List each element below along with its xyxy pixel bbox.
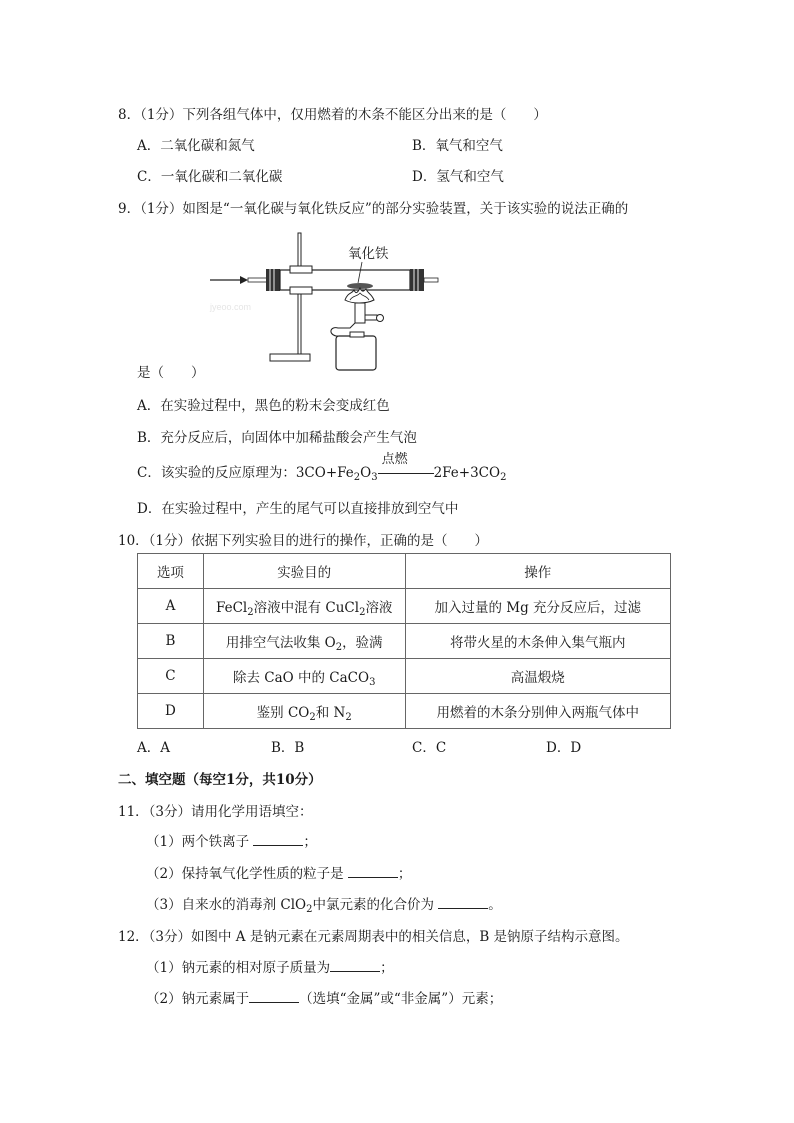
gas-inlet-arrow-icon — [240, 276, 248, 284]
row-c-operation: 高温煅烧 — [405, 659, 670, 694]
q9-c-products: 2Fe+3CO — [433, 465, 501, 481]
q10-stem: 10．（1分）依据下列实验目的进行的操作，正确的是（ ） — [118, 533, 489, 549]
table-row — [138, 624, 671, 659]
q12-blank-1[interactable] — [330, 959, 380, 972]
q12-blank-2[interactable] — [249, 990, 299, 1003]
reaction-condition-arrow — [378, 452, 434, 479]
q9-option-a[interactable]: A．在实验过程中，黑色的粉末会变成红色 — [137, 398, 390, 414]
row-a-purpose: FeCl$_2$溶液中混有 CuCl$_2$溶液 — [203, 589, 405, 624]
q10-option-c[interactable]: C．C — [412, 740, 447, 756]
header-purpose: 实验目的 — [203, 554, 405, 589]
row-b-option: B — [138, 624, 204, 659]
q9-option-d[interactable]: D．在实验过程中，产生的尾气可以直接排放到空气中 — [137, 501, 459, 517]
q9-option-b[interactable]: B．充分反应后，向固体中加稀盐酸会产生气泡 — [137, 430, 417, 446]
q9-stem: 9．（1分）如图是“一氧化碳与氧化铁反应”的部分实验装置，关于该实验的说法正确的 — [118, 201, 629, 217]
q11-blank-1[interactable] — [253, 833, 303, 846]
q8-option-c[interactable]: C．一氧化碳和二氧化碳 — [137, 169, 283, 185]
q9-c-mid: O — [360, 465, 372, 481]
q9-c-sub2: 3 — [371, 472, 378, 483]
stand-rod — [298, 233, 301, 357]
q12-stem: 12．（3分）如图中 A 是钠元素在元素周期表中的相关信息，B 是钠原子结构示意图。 — [118, 929, 629, 945]
table-row — [138, 659, 671, 694]
q11-stem: 11．（3分）请用化学用语填空： — [118, 804, 313, 820]
q11-part2: （2）保持氧气化学性质的粒子是 ； — [146, 866, 412, 882]
row-a-operation: 加入过量的 Mg 充分反应后，过滤 — [405, 589, 670, 624]
row-b-operation: 将带火星的木条伸入集气瓶内 — [405, 624, 670, 659]
section-heading: 二、填空题（每空1分，共10分） — [118, 772, 322, 788]
row-d-purpose: 鉴别 $CO_2$和 $N_2$ — [203, 694, 405, 729]
row-b-purpose: 用排空气法收集 $O_2$，验满 — [203, 624, 405, 659]
table-row — [138, 589, 671, 624]
q8-option-a[interactable]: A．二氧化碳和氮气 — [137, 138, 255, 154]
header-option: 选项 — [138, 554, 204, 589]
q8-option-d[interactable]: D．氢气和空气 — [412, 169, 504, 185]
q8-stem: 8．（1分）下列各组气体中，仅用燃着的木条不能区分出来的是（ ） — [118, 107, 547, 123]
q11-blank-2[interactable] — [348, 865, 398, 878]
q11-part3: （3）自来水的消毒剂 ClO$_2$中氯元素的化合价为 。 — [146, 897, 502, 915]
row-a-option: A — [138, 589, 204, 624]
q12-part1: （1）钠元素的相对原子质量为 ； — [146, 960, 394, 976]
stand-base — [270, 354, 310, 361]
q10-option-a[interactable]: A．A — [137, 740, 170, 756]
row-c-option: C — [138, 659, 204, 694]
header-operation: 操作 — [405, 554, 670, 589]
q9-stem-end: 是（ ） — [137, 365, 205, 381]
q10-option-d[interactable]: D．D — [546, 740, 582, 756]
q10-table — [137, 553, 671, 729]
q9-c-sub1: 2 — [353, 472, 361, 483]
right-stopper — [410, 269, 424, 291]
row-d-option: D — [138, 694, 204, 729]
left-stopper — [266, 269, 280, 291]
reaction-condition: 点燃 — [381, 452, 408, 467]
q9-c-sub3: 2 — [500, 472, 507, 483]
apparatus-figure — [200, 228, 450, 373]
q11-part1: （1）两个铁离子 ； — [146, 834, 317, 850]
q11-blank-3[interactable] — [438, 896, 488, 909]
row-d-operation: 用燃着的木条分别伸入两瓶气体中 — [405, 694, 670, 729]
q9-option-c[interactable] — [137, 452, 507, 483]
row-c-purpose: 除去 CaO 中的 CaCO$_3$ — [203, 659, 405, 694]
q9-c-prefix: C．该实验的反应原理为：3CO+Fe — [137, 465, 354, 481]
q12-part2: （2）钠元素属于 （选填“金属”或“非金属”）元素； — [146, 991, 503, 1007]
watermark: jyeoo.com — [210, 302, 252, 312]
burner-body — [336, 336, 376, 370]
table-header-row — [138, 554, 671, 589]
table-row — [138, 694, 671, 729]
q10-option-b[interactable]: B．B — [271, 740, 305, 756]
iron-oxide-label: 氧化铁 — [348, 246, 389, 262]
q8-option-b[interactable]: B．氧气和空气 — [412, 138, 503, 154]
